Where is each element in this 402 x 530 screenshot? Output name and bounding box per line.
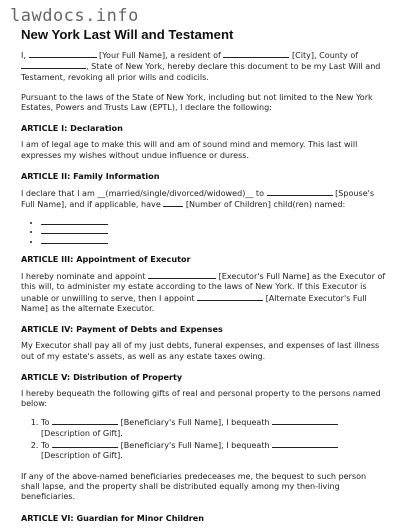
- site-watermark: lawdocs.info: [10, 6, 139, 26]
- article-4-heading: ARTICLE IV: Payment of Debts and Expenses: [21, 324, 223, 335]
- bequest-list: [21, 417, 383, 461]
- executor-name-blank[interactable]: [148, 271, 216, 279]
- city-blank[interactable]: [223, 50, 289, 58]
- bequest-item: 1. To [Beneficiary's Full Name], I bequeath [Description of Gift].: [41, 417, 383, 439]
- article-1-heading: ARTICLE I: Declaration: [21, 123, 123, 134]
- article-2-heading: ARTICLE II: Family Information: [21, 171, 160, 182]
- beneficiary-name-blank[interactable]: [52, 417, 118, 425]
- child-name-blank[interactable]: [41, 217, 108, 225]
- article-3-heading: ARTICLE III: Appointment of Executor: [21, 254, 191, 265]
- gift-blank[interactable]: [272, 417, 338, 425]
- spouse-name-blank[interactable]: [267, 188, 333, 196]
- children-count-blank[interactable]: [163, 199, 183, 207]
- county-blank[interactable]: [21, 61, 86, 69]
- beneficiary-name-blank[interactable]: [52, 440, 118, 448]
- child-name-item: [41, 217, 383, 227]
- document-title: New York Last Will and Testament: [21, 27, 234, 42]
- article-6-heading: ARTICLE VI: Guardian for Minor Children: [21, 512, 205, 523]
- document-body: [21, 50, 386, 530]
- lapse-paragraph: If any of the above-named beneficiaries predeceases me, the bequest to such person shall lapse, and the property shall be distributed equally among my then-living beneficiaries.: [21, 471, 367, 502]
- article-5-text: I hereby bequeath the following gifts of real and personal property to the persons named below:: [21, 388, 381, 409]
- intro-paragraph: I, [Your Full Name], a resident of [City], County of , State of New York, hereby declare this document to be my Last Will and Testament, revoking all prior wills and codicils.: [21, 51, 381, 82]
- pursuant-paragraph: Pursuant to the laws of the State of New York, including but not limited to the New York Estates, Powers and Trusts Law (EPTL), I declare the following:: [21, 92, 373, 113]
- children-names-list: [21, 217, 383, 246]
- gift-blank[interactable]: [272, 440, 338, 448]
- alternate-executor-blank[interactable]: [197, 293, 263, 301]
- child-name-item: [41, 236, 383, 246]
- article-3-text: I hereby nominate and appoint [Executor's Full Name] as the Executor of this will, to administer my estate according to the laws of New York. If this Executor is unable or unwilling to serve, then I appoint [Alternate Executor's Full Name] as the alternate Executor.: [21, 272, 386, 313]
- child-name-item: [41, 226, 383, 236]
- child-name-blank[interactable]: [41, 236, 108, 244]
- article-2-text: I declare that I am __(married/single/divorced/widowed)__ to [Spouse's Full Name], and if applicable, have [Number of Children] child(ren) named:: [21, 189, 375, 210]
- full-name-blank[interactable]: [29, 50, 97, 58]
- article-1-text: I am of legal age to make this will and am of sound mind and memory. This last will expresses my wishes without undue influence or duress.: [21, 140, 358, 160]
- child-name-blank[interactable]: [41, 226, 108, 234]
- article-4-text: My Executor shall pay all of my just debts, funeral expenses, and expenses of last illness out of my estate's assets, as well as any estate taxes owing.: [21, 341, 380, 361]
- bequest-item: 2. To [Beneficiary's Full Name], I bequeath [Description of Gift].: [41, 440, 383, 462]
- article-5-heading: ARTICLE V: Distribution of Property: [21, 371, 183, 382]
